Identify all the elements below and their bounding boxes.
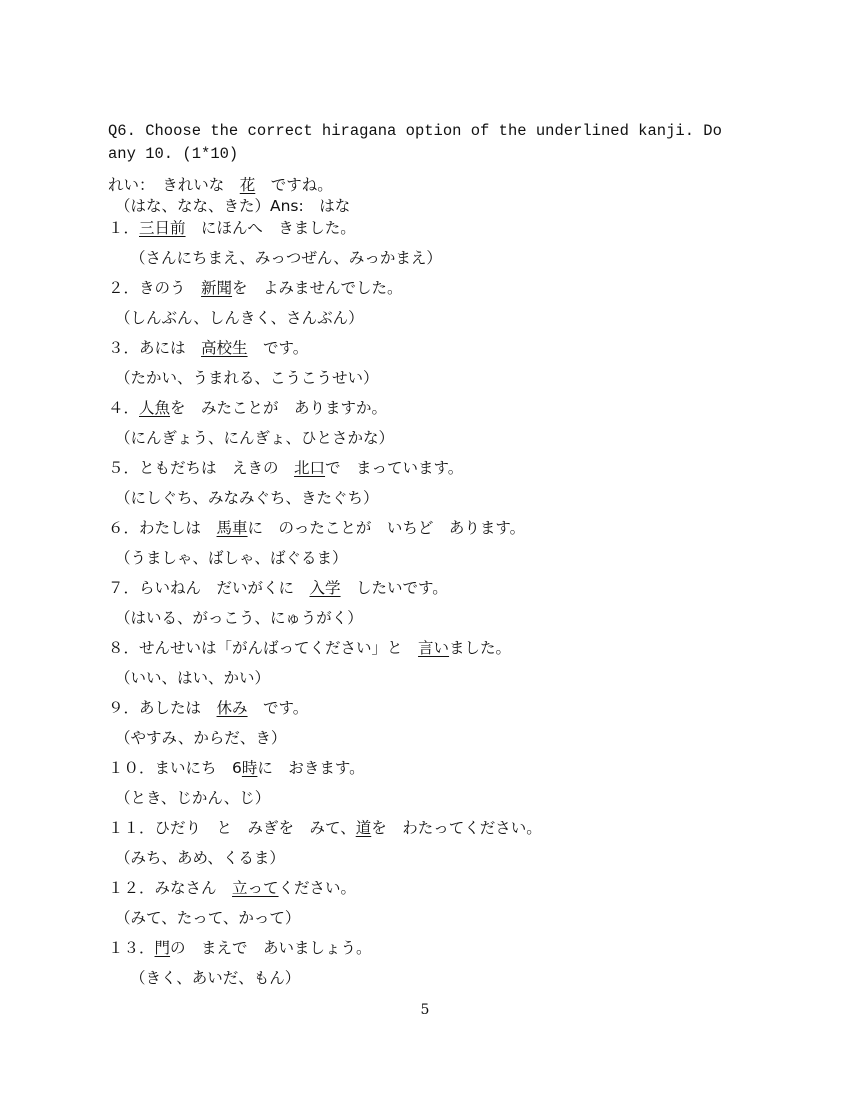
item-kanji: 高校生 [201,339,248,357]
item-text-before: せんせいは「がんばってください」と [139,639,419,657]
item-text-after: を わたってください。 [371,819,542,837]
item-text-after: の まえで あいましょう。 [170,939,372,957]
item-number: ７． [108,579,140,597]
item-options: （うましゃ、ばしゃ、ばぐるま） [115,549,348,567]
item-kanji: 休み [216,699,248,717]
item-options: （みち、あめ、くるま） [115,849,285,867]
item-options: （しんぶん、しんきく、さんぶん） [115,309,364,327]
item-text-after: ください。 [278,879,357,897]
item-options: （たかい、うまれる、こうこうせい） [115,369,379,387]
item-number: １． [108,219,140,237]
item-number: ８． [108,639,140,657]
item-text-after: を みたことが ありますか。 [170,399,388,417]
item-kanji: 三日前 [139,219,186,237]
item-options: （いい、はい、かい） [115,669,271,687]
item-options: （さんにちまえ、みっつぜん、みっかまえ） [130,249,442,267]
item-text-after: です。 [247,339,309,357]
item-kanji: 人魚 [139,399,171,417]
item-text-after: に おきます。 [257,759,365,777]
item-kanji: 立って [232,879,279,897]
item-options: （はいる、がっこう、にゅうがく） [115,609,363,627]
example-suffix: ですね。 [255,176,333,194]
question-item [108,278,403,298]
question-title: Q6. Choose the correct hiragana option of the underlined kanji. Do any 10. (1*10) [108,122,732,163]
example-options: （はな、なな、きた）Ans: はな [115,197,351,215]
question-item [108,338,308,358]
item-text-before: まいにち 6 [154,759,242,777]
item-kanji: 門 [154,939,171,957]
item-text-after: ました。 [449,639,512,657]
item-options: （きく、あいだ、もん） [130,969,301,987]
question-item [108,878,356,898]
item-kanji: 新聞 [201,279,233,297]
item-kanji: 言い [418,639,450,657]
item-text-before: あしたは [139,699,217,717]
question-item [108,638,511,658]
question-item [108,698,308,718]
item-number: ４． [108,399,140,417]
item-options: （にんぎょう、にんぎょ、ひとさかな） [115,429,395,447]
item-kanji: 入学 [309,579,341,597]
item-text-after: です。 [247,699,309,717]
item-text-before: みなさん [154,879,233,897]
item-text-before: ひだり と みぎを みて、 [154,819,356,837]
question-item [108,758,365,778]
item-number: １０． [108,759,155,777]
question-item [108,458,463,478]
item-options: （とき、じかん、じ） [115,789,271,807]
item-number: ３． [108,339,140,357]
example-prefix: れい： きれいな [108,176,240,194]
item-kanji: 北口 [294,459,326,477]
item-options: （やすみ、からだ、き） [115,729,287,747]
example-sentence [108,175,333,195]
item-options: （にしぐち、みなみぐち、きたぐち） [115,489,379,507]
item-number: ５． [108,459,140,477]
item-text-before: きのう [139,279,202,297]
item-kanji: 馬車 [216,519,248,537]
item-number: ２． [108,279,140,297]
question-item [108,938,372,958]
item-text-before: わたしは [139,519,217,537]
item-text-after: に のったことが いちど あります。 [247,519,526,537]
item-text-after: を よみませんでした。 [232,279,403,297]
item-number: １２． [108,879,155,897]
item-number: １３． [108,939,155,957]
question-item [108,398,387,418]
item-kanji: 時 [241,759,258,777]
item-number: １１． [108,819,155,837]
question-item [108,818,542,838]
item-text-after: にほんへ きました。 [185,219,356,237]
page-number: 5 [420,1002,430,1018]
example-kanji: 花 [239,176,256,194]
item-number: ９． [108,699,140,717]
item-text-before: らいねん だいがくに [139,579,310,597]
question-item [108,578,448,598]
item-text-after: したいです。 [340,579,448,597]
item-options: （みて、たって、かって） [115,909,301,927]
item-text-before: あには [139,339,202,357]
item-text-before: ともだちは えきの [139,459,295,477]
item-number: ６． [108,519,140,537]
question-item [108,518,525,538]
item-text-after: で まっています。 [325,459,464,477]
item-kanji: 道 [355,819,372,837]
question-item [108,218,356,238]
